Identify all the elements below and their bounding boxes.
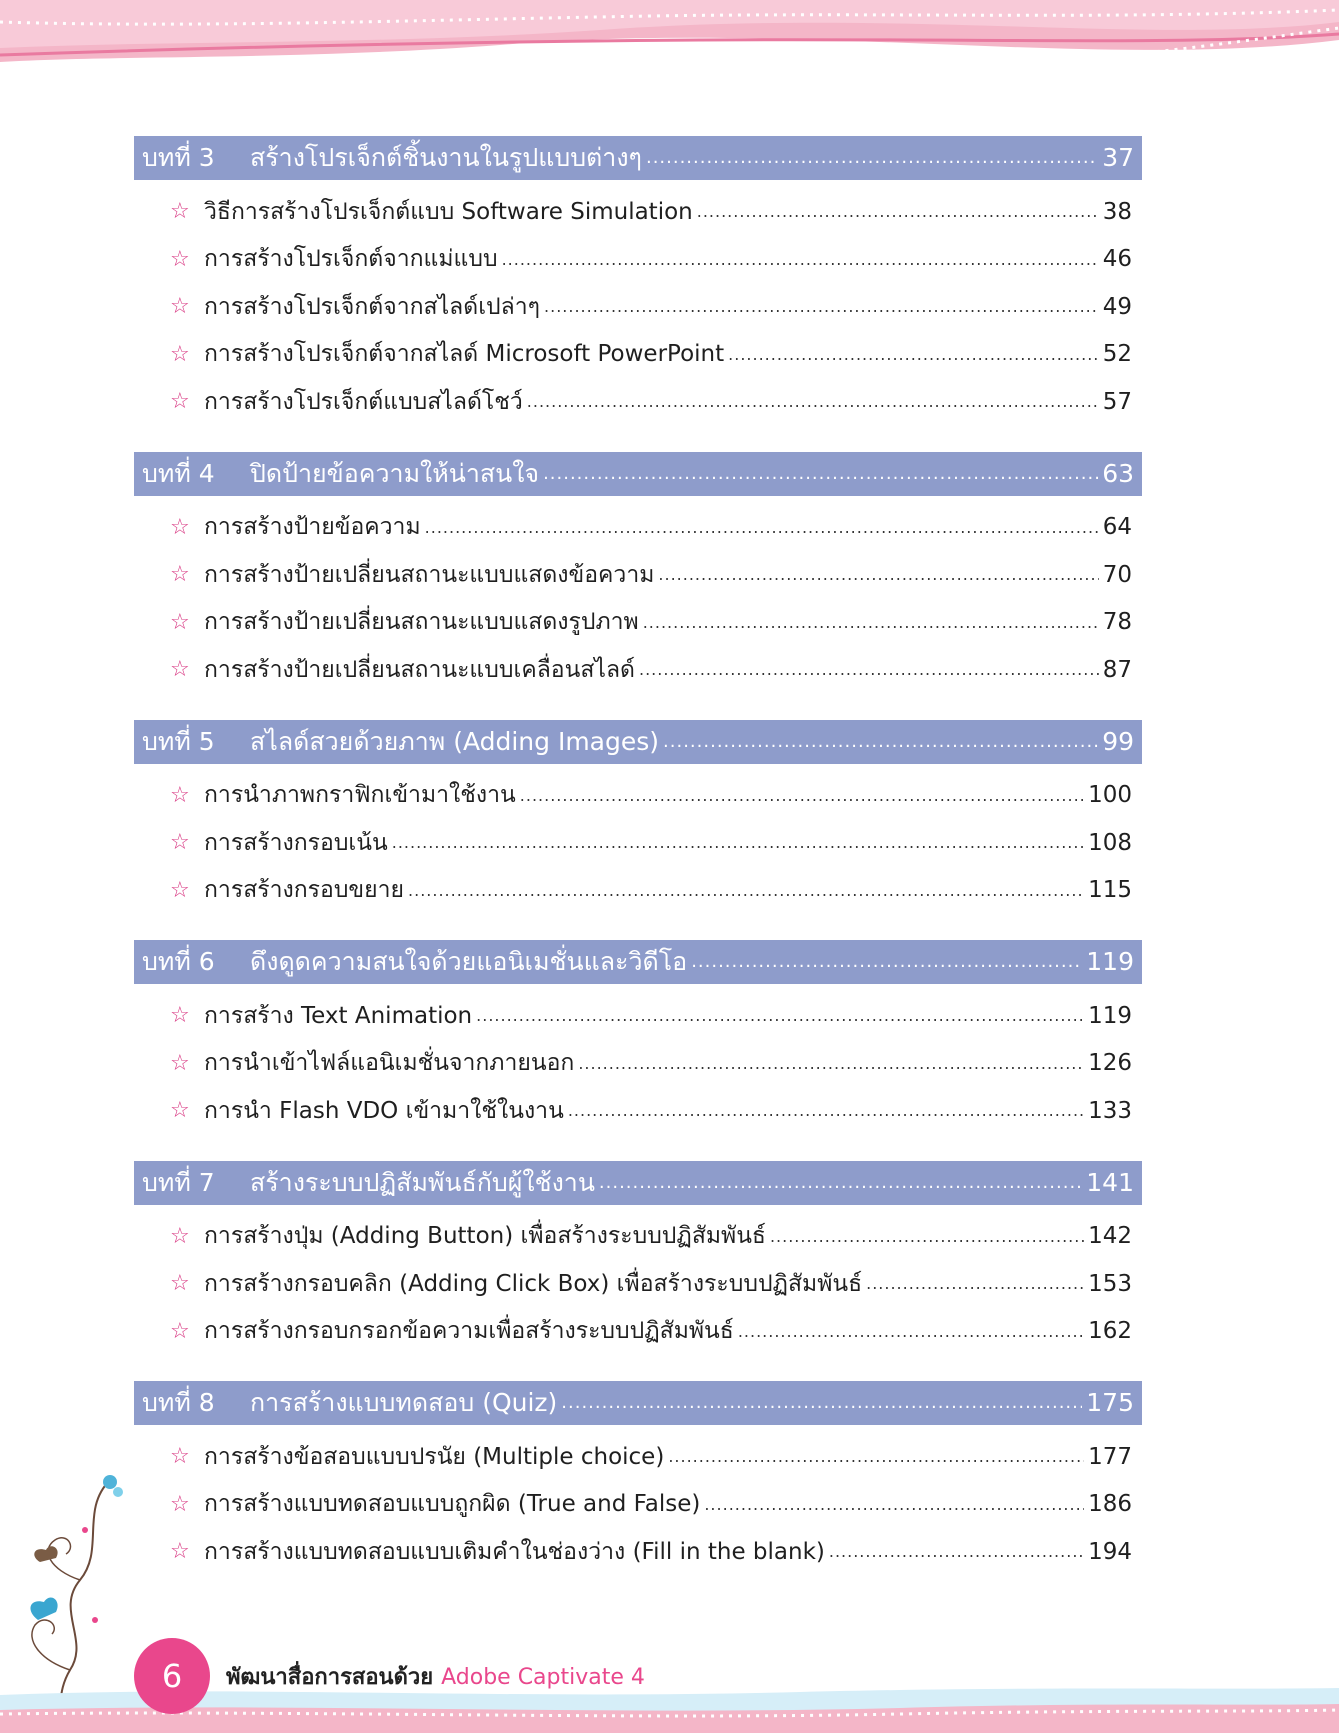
- entry-page: 38: [1102, 198, 1132, 225]
- page-number: 6: [161, 1657, 183, 1695]
- entry-title: วิธีการสร้างโปรเจ็กต์แบบ Software Simulation: [204, 198, 693, 225]
- book-title: [226, 1659, 645, 1694]
- star-bullet-icon: ☆: [170, 1271, 190, 1297]
- entry-title: การสร้างโปรเจ็กต์จากสไลด์เปล่าๆ: [204, 293, 541, 320]
- dot-leader: [502, 250, 1099, 269]
- chapter-title: สไลด์สวยด้วยภาพ (Adding Images): [250, 726, 660, 756]
- chapter-page: 63: [1102, 458, 1134, 488]
- star-bullet-icon: ☆: [170, 830, 190, 856]
- dot-leader: [663, 720, 1098, 764]
- entry-title: การสร้างกรอบขยาย: [204, 877, 405, 904]
- chapter-header[interactable]: [134, 136, 1142, 180]
- entry-page: 186: [1088, 1491, 1132, 1518]
- dot-leader: [643, 613, 1099, 632]
- star-bullet-icon: ☆: [170, 1050, 190, 1076]
- toc-entry[interactable]: [134, 331, 1142, 379]
- entry-title: การสร้างป้ายเปลี่ยนสถานะแบบเคลื่อนสไลด์: [204, 656, 635, 683]
- book-title-thai: พัฒนาสื่อการสอนด้วย: [226, 1664, 434, 1690]
- chapter-section: [134, 1381, 1142, 1576]
- toc-entry[interactable]: [134, 1087, 1142, 1135]
- chapter-header[interactable]: [134, 1161, 1142, 1205]
- toc-entry[interactable]: [134, 1481, 1142, 1529]
- dot-leader: [691, 940, 1082, 984]
- chapter-section: [134, 136, 1142, 426]
- toc-entry[interactable]: [134, 992, 1142, 1040]
- star-bullet-icon: ☆: [170, 1539, 190, 1565]
- toc-entry[interactable]: [134, 646, 1142, 694]
- dot-leader: [639, 660, 1099, 679]
- entry-page: 70: [1102, 561, 1132, 588]
- table-of-contents: [134, 136, 1142, 1602]
- chapter-title: ปิดป้ายข้อความให้น่าสนใจ: [250, 458, 540, 488]
- chapter-number: บทที่ 6: [142, 947, 215, 976]
- chapter-header[interactable]: [134, 452, 1142, 496]
- dot-leader: [425, 518, 1099, 537]
- page-footer: [134, 1638, 645, 1714]
- dot-leader: [697, 202, 1099, 221]
- entry-title: การสร้างข้อสอบแบบปรนัย (Multiple choice): [204, 1443, 665, 1470]
- book-title-product: Adobe Captivate 4: [441, 1664, 645, 1690]
- entry-page: 108: [1088, 829, 1132, 856]
- chapter-section: [134, 940, 1142, 1135]
- star-bullet-icon: ☆: [170, 1098, 190, 1124]
- entry-page: 133: [1088, 1097, 1132, 1124]
- chapter-page: 99: [1102, 726, 1134, 756]
- entry-page: 142: [1088, 1223, 1132, 1250]
- chapter-title: การสร้างแบบทดสอบ (Quiz): [250, 1388, 558, 1417]
- toc-entry[interactable]: [134, 283, 1142, 331]
- star-bullet-icon: ☆: [170, 294, 190, 320]
- dot-leader: [527, 392, 1099, 411]
- toc-entry[interactable]: [134, 1260, 1142, 1308]
- entry-page: 78: [1102, 609, 1132, 636]
- dot-leader: [646, 136, 1098, 180]
- entry-title: การนำ Flash VDO เข้ามาใช้ในงาน: [204, 1097, 564, 1124]
- entry-title: การสร้างแบบทดสอบแบบถูกผิด (True and False): [204, 1491, 701, 1518]
- entry-title: การสร้างกรอบเน้น: [204, 829, 388, 856]
- star-bullet-icon: ☆: [170, 877, 190, 903]
- star-bullet-icon: ☆: [170, 1223, 190, 1249]
- chapter-header[interactable]: [134, 1381, 1142, 1425]
- entry-title: การสร้างป้ายเปลี่ยนสถานะแบบแสดงรูปภาพ: [204, 609, 639, 636]
- chapter-number: บทที่ 3: [142, 143, 215, 172]
- star-bullet-icon: ☆: [170, 199, 190, 225]
- entry-title: การสร้างโปรเจ็กต์แบบสไลด์โชว์: [204, 388, 523, 415]
- star-bullet-icon: ☆: [170, 514, 190, 540]
- dot-leader: [392, 833, 1084, 852]
- dot-leader: [770, 1227, 1084, 1246]
- entry-title: การสร้าง Text Animation: [204, 1002, 473, 1029]
- chapter-number: บทที่ 8: [142, 1388, 215, 1417]
- entry-title: การสร้างโปรเจ็กต์จากสไลด์ Microsoft PowerPoint: [204, 341, 725, 368]
- chapter-page: 37: [1102, 143, 1134, 172]
- dot-leader: [561, 1381, 1082, 1425]
- chapter-header[interactable]: [134, 940, 1142, 984]
- star-bullet-icon: ☆: [170, 389, 190, 415]
- chapter-page: 119: [1086, 947, 1134, 976]
- chapter-items: [134, 1205, 1142, 1356]
- star-bullet-icon: ☆: [170, 1444, 190, 1470]
- toc-entry[interactable]: [134, 1308, 1142, 1356]
- chapter-items: [134, 180, 1142, 426]
- toc-entry[interactable]: [134, 551, 1142, 599]
- chapter-number: บทที่ 4: [142, 458, 215, 488]
- entry-page: 177: [1088, 1443, 1132, 1470]
- page-number-badge: [134, 1638, 210, 1714]
- entry-title: การสร้างป้ายข้อความ: [204, 514, 421, 541]
- entry-page: 52: [1102, 341, 1132, 368]
- entry-page: 100: [1088, 782, 1132, 809]
- dot-leader: [599, 1161, 1082, 1205]
- entry-page: 49: [1102, 293, 1132, 320]
- chapter-page: 141: [1086, 1167, 1134, 1197]
- dot-leader: [704, 1495, 1084, 1514]
- dot-leader: [658, 565, 1098, 584]
- star-bullet-icon: ☆: [170, 782, 190, 808]
- chapter-section: [134, 720, 1142, 915]
- entry-page: 87: [1102, 656, 1132, 683]
- chapter-items: [134, 1425, 1142, 1576]
- star-bullet-icon: ☆: [170, 609, 190, 635]
- chapter-section: [134, 452, 1142, 694]
- entry-page: 64: [1102, 514, 1132, 541]
- entry-title: การนำเข้าไฟล์แอนิเมชั่นจากภายนอก: [204, 1050, 575, 1077]
- toc-entry[interactable]: [134, 1433, 1142, 1481]
- star-bullet-icon: ☆: [170, 1491, 190, 1517]
- dot-leader: [543, 452, 1098, 496]
- chapter-items: [134, 496, 1142, 694]
- toc-entry[interactable]: [134, 1528, 1142, 1576]
- chapter-title: สร้างระบบปฏิสัมพันธ์กับผู้ใช้งาน: [250, 1167, 595, 1197]
- entry-page: 119: [1088, 1002, 1132, 1029]
- dot-leader: [728, 345, 1099, 364]
- dot-leader: [578, 1054, 1084, 1073]
- chapter-page: 175: [1086, 1388, 1134, 1417]
- toc-entry[interactable]: [134, 236, 1142, 284]
- dot-leader: [738, 1322, 1084, 1341]
- chapter-number: บทที่ 7: [142, 1167, 215, 1197]
- entry-page: 153: [1088, 1270, 1132, 1297]
- toc-entry[interactable]: [134, 1213, 1142, 1261]
- entry-page: 194: [1088, 1538, 1132, 1565]
- toc-entry[interactable]: [134, 599, 1142, 647]
- entry-page: 57: [1102, 388, 1132, 415]
- chapter-section: [134, 1161, 1142, 1356]
- entry-title: การสร้างป้ายเปลี่ยนสถานะแบบแสดงข้อความ: [204, 561, 655, 588]
- entry-title: การสร้างแบบทดสอบแบบเติมคำในช่องว่าง (Fill in the blank): [204, 1538, 825, 1565]
- star-bullet-icon: ☆: [170, 246, 190, 272]
- entry-title: การสร้างกรอบคลิก (Adding Click Box) เพื่อสร้างระบบปฏิสัมพันธ์: [204, 1270, 863, 1297]
- chapter-items: [134, 764, 1142, 915]
- toc-entry[interactable]: [134, 378, 1142, 426]
- entry-page: 126: [1088, 1050, 1132, 1077]
- top-wave-decoration: [0, 0, 1339, 80]
- dot-leader: [476, 1006, 1084, 1025]
- toc-entry[interactable]: [134, 772, 1142, 820]
- star-bullet-icon: ☆: [170, 657, 190, 683]
- entry-title: การสร้างปุ่ม (Adding Button) เพื่อสร้างระบบปฏิสัมพันธ์: [204, 1223, 766, 1250]
- chapter-header[interactable]: [134, 720, 1142, 764]
- dot-leader: [866, 1274, 1084, 1293]
- entry-page: 115: [1088, 877, 1132, 904]
- toc-entry[interactable]: [134, 1040, 1142, 1088]
- dot-leader: [408, 881, 1084, 900]
- entry-title: การนำภาพกราฟิกเข้ามาใช้งาน: [204, 782, 516, 809]
- toc-entry[interactable]: [134, 819, 1142, 867]
- toc-entry[interactable]: [134, 188, 1142, 236]
- dot-leader: [544, 297, 1099, 316]
- chapter-title: ดึงดูดความสนใจด้วยแอนิเมชั่นและวิดีโอ: [250, 947, 688, 976]
- star-bullet-icon: ☆: [170, 562, 190, 588]
- chapter-number: บทที่ 5: [142, 726, 215, 756]
- chapter-title: สร้างโปรเจ็กต์ชิ้นงานในรูปแบบต่างๆ: [250, 143, 642, 172]
- entry-page: 162: [1088, 1318, 1132, 1345]
- star-bullet-icon: ☆: [170, 1003, 190, 1029]
- star-bullet-icon: ☆: [170, 341, 190, 367]
- dot-leader: [520, 786, 1084, 805]
- star-bullet-icon: ☆: [170, 1318, 190, 1344]
- dot-leader: [568, 1101, 1084, 1120]
- entry-title: การสร้างกรอบกรอกข้อความเพื่อสร้างระบบปฏิสัมพันธ์: [204, 1318, 734, 1345]
- entry-page: 46: [1102, 246, 1132, 273]
- toc-entry[interactable]: [134, 504, 1142, 552]
- dot-leader: [668, 1447, 1084, 1466]
- toc-entry[interactable]: [134, 867, 1142, 915]
- chapter-items: [134, 984, 1142, 1135]
- dot-leader: [829, 1542, 1084, 1561]
- entry-title: การสร้างโปรเจ็กต์จากแม่แบบ: [204, 246, 498, 273]
